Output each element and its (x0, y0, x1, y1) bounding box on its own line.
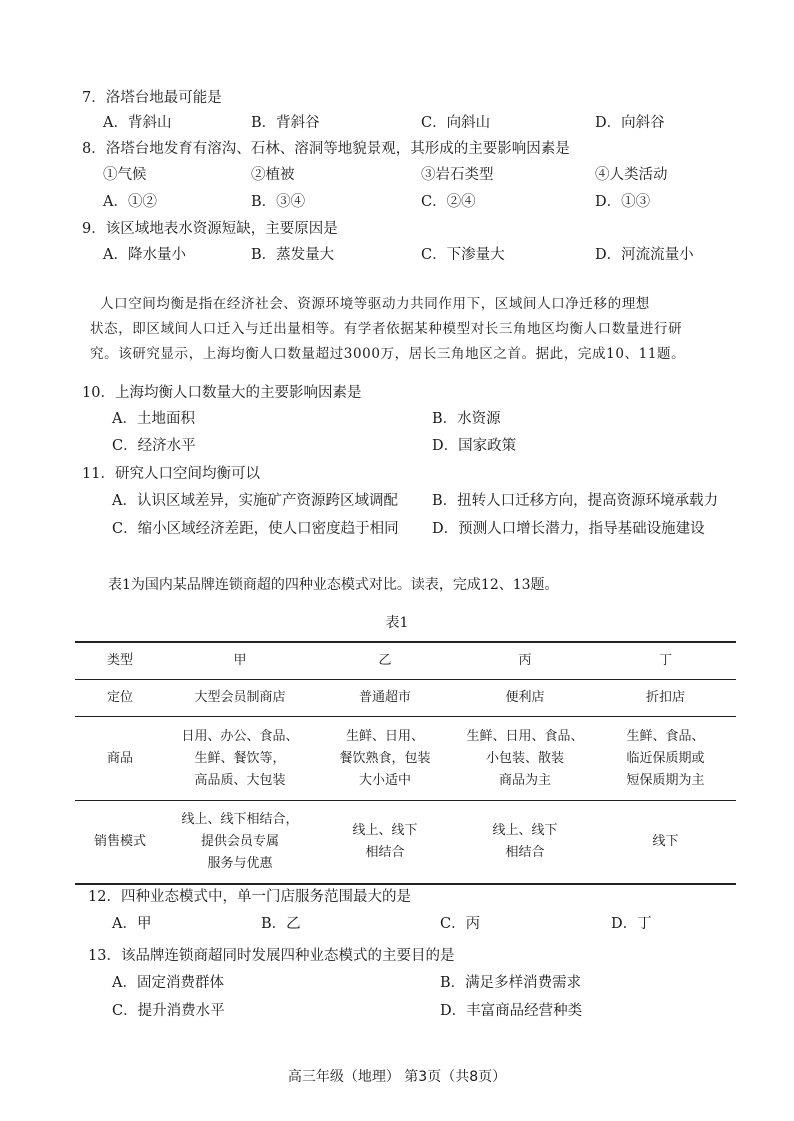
q9-option-b: B．蒸发量大 (251, 247, 335, 263)
table-cell (315, 717, 455, 801)
q11-option-b: B．扭转人口迁移方向，提高资源环境承载力 (432, 493, 719, 509)
table-header-cell: 丁 (595, 642, 736, 680)
cell-line: 生鲜、餐饮等， (194, 750, 286, 766)
cell-line: 生鲜、食品、 (626, 728, 705, 744)
question-7-stem: 7．洛塔台地最可能是 (82, 90, 222, 106)
cell-line: 线上、线下 (492, 823, 558, 838)
q10-option-b: B．水资源 (432, 411, 501, 427)
q13-option-c: C．提升消费水平 (112, 1003, 225, 1019)
table-row-label: 定位 (75, 680, 165, 717)
cell-line: 临近保质期或 (626, 750, 705, 766)
business-model-table (75, 641, 736, 885)
cell-line: 提供会员专属 (200, 834, 279, 849)
cell-line: 日用、办公、食品、 (181, 728, 299, 744)
q9-option-d: D．河流流量小 (595, 247, 694, 263)
passage-line: 人口空间均衡是指在经济社会、资源环境等驱动力共同作用下，区域间人口净迁移的理想 (100, 296, 650, 312)
table-cell: 折扣店 (595, 680, 736, 717)
cell-line: 服务与优惠 (207, 856, 273, 871)
q10-option-c: C．经济水平 (112, 438, 196, 454)
q8-option-d: D．①③ (595, 194, 651, 210)
q8-option-b: B．③④ (251, 194, 306, 210)
cell-line: 线上、线下相结合， (181, 812, 299, 827)
table-header-cell: 乙 (315, 642, 455, 680)
q13-option-d: D．丰富商品经营种类 (440, 1003, 583, 1019)
table-header-row (75, 642, 736, 680)
cell-line: 大小适中 (358, 772, 411, 788)
table-row (75, 717, 736, 801)
q11-option-c: C．缩小区域经济差距，使人口密度趋于相同 (112, 521, 399, 537)
table-cell (595, 801, 736, 885)
q8-option-c: C．②④ (421, 194, 476, 210)
table-cell (165, 801, 315, 885)
table-cell: 便利店 (455, 680, 595, 717)
cell-line: 生鲜、日用、食品、 (466, 728, 584, 744)
table-header-cell: 甲 (165, 642, 315, 680)
cell-line: 小包装、散装 (485, 750, 564, 766)
table-cell (455, 717, 595, 801)
q13-option-b: B．满足多样消费需求 (440, 975, 582, 991)
q8-factor-4: ④人类活动 (595, 167, 668, 183)
passage-line: 究。该研究显示，上海均衡人口数量超过3000万，居长三角地区之首。据此，完成10、11题。 (90, 346, 686, 362)
question-12-stem: 12．四种业态模式中，单一门店服务范围最大的是 (88, 889, 411, 905)
q7-option-d: D．向斜谷 (595, 115, 665, 131)
cell-line: 线上、线下 (352, 823, 418, 838)
cell-line: 短保质期为主 (626, 772, 705, 788)
question-13-stem: 13．该品牌连锁商超同时发展四种业态模式的主要目的是 (88, 948, 455, 964)
cell-line: 高品质、大包装 (194, 772, 286, 788)
table-cell (595, 717, 736, 801)
table-cell (315, 801, 455, 885)
q7-option-a: A．背斜山 (103, 115, 172, 131)
table-header-cell: 类型 (75, 642, 165, 680)
cell-line: 生鲜、日用、 (345, 728, 424, 744)
q13-option-a: A．固定消费群体 (112, 975, 224, 991)
table-row-label: 商品 (75, 717, 165, 801)
q8-factor-2: ②植被 (251, 167, 295, 183)
cell-line: 相结合 (365, 845, 405, 860)
cell-line: 相结合 (505, 845, 545, 860)
table-header-cell: 丙 (455, 642, 595, 680)
q11-option-a: A．认识区域差异，实施矿产资源跨区域调配 (112, 493, 398, 509)
q8-factor-3: ③岩石类型 (421, 167, 494, 183)
page-footer: 高三年级（地理） 第3页（共8页） (287, 1069, 507, 1085)
question-10-stem: 10．上海均衡人口数量大的主要影响因素是 (82, 385, 362, 401)
passage-table-intro: 表1为国内某品牌连锁商超的四种业态模式对比。读表，完成12、13题。 (108, 577, 559, 593)
q12-option-a: A．甲 (112, 916, 152, 932)
cell-line: 餐饮熟食，包装 (339, 750, 431, 766)
q7-option-b: B．背斜谷 (251, 115, 320, 131)
question-9-stem: 9．该区域地表水资源短缺，主要原因是 (82, 221, 338, 237)
passage-line: 状态，即区域间人口迁入与迁出量相等。有学者依据某种模型对长三角地区均衡人口数量进行研 (90, 321, 683, 337)
table-caption: 表1 (385, 615, 409, 631)
q7-option-c: C．向斜山 (421, 115, 491, 131)
q8-option-a: A．①② (103, 194, 157, 210)
q10-option-d: D．国家政策 (432, 438, 517, 454)
q12-option-c: C．丙 (440, 916, 481, 932)
cell-line: 商品为主 (498, 772, 551, 788)
table-cell (165, 717, 315, 801)
q9-option-a: A．降水量小 (103, 247, 186, 263)
q8-factor-1: ①气候 (103, 167, 147, 183)
cell-line: 线下 (652, 834, 679, 849)
table-row (75, 801, 736, 885)
table-row-label: 销售模式 (75, 801, 165, 885)
table-cell (455, 801, 595, 885)
table-cell: 大型会员制商店 (165, 680, 315, 717)
table-cell: 普通超市 (315, 680, 455, 717)
q12-option-d: D．丁 (611, 916, 652, 932)
q12-option-b: B．乙 (261, 916, 301, 932)
question-8-stem: 8．洛塔台地发育有溶沟、石林、溶洞等地貌景观，其形成的主要影响因素是 (82, 141, 570, 157)
question-11-stem: 11．研究人口空间均衡可以 (82, 466, 260, 482)
table-row (75, 680, 736, 717)
q11-option-d: D．预测人口增长潜力，指导基础设施建设 (432, 521, 705, 537)
q10-option-a: A．土地面积 (112, 411, 195, 427)
q9-option-c: C．下渗量大 (421, 247, 505, 263)
passage-population-balance (90, 292, 720, 367)
